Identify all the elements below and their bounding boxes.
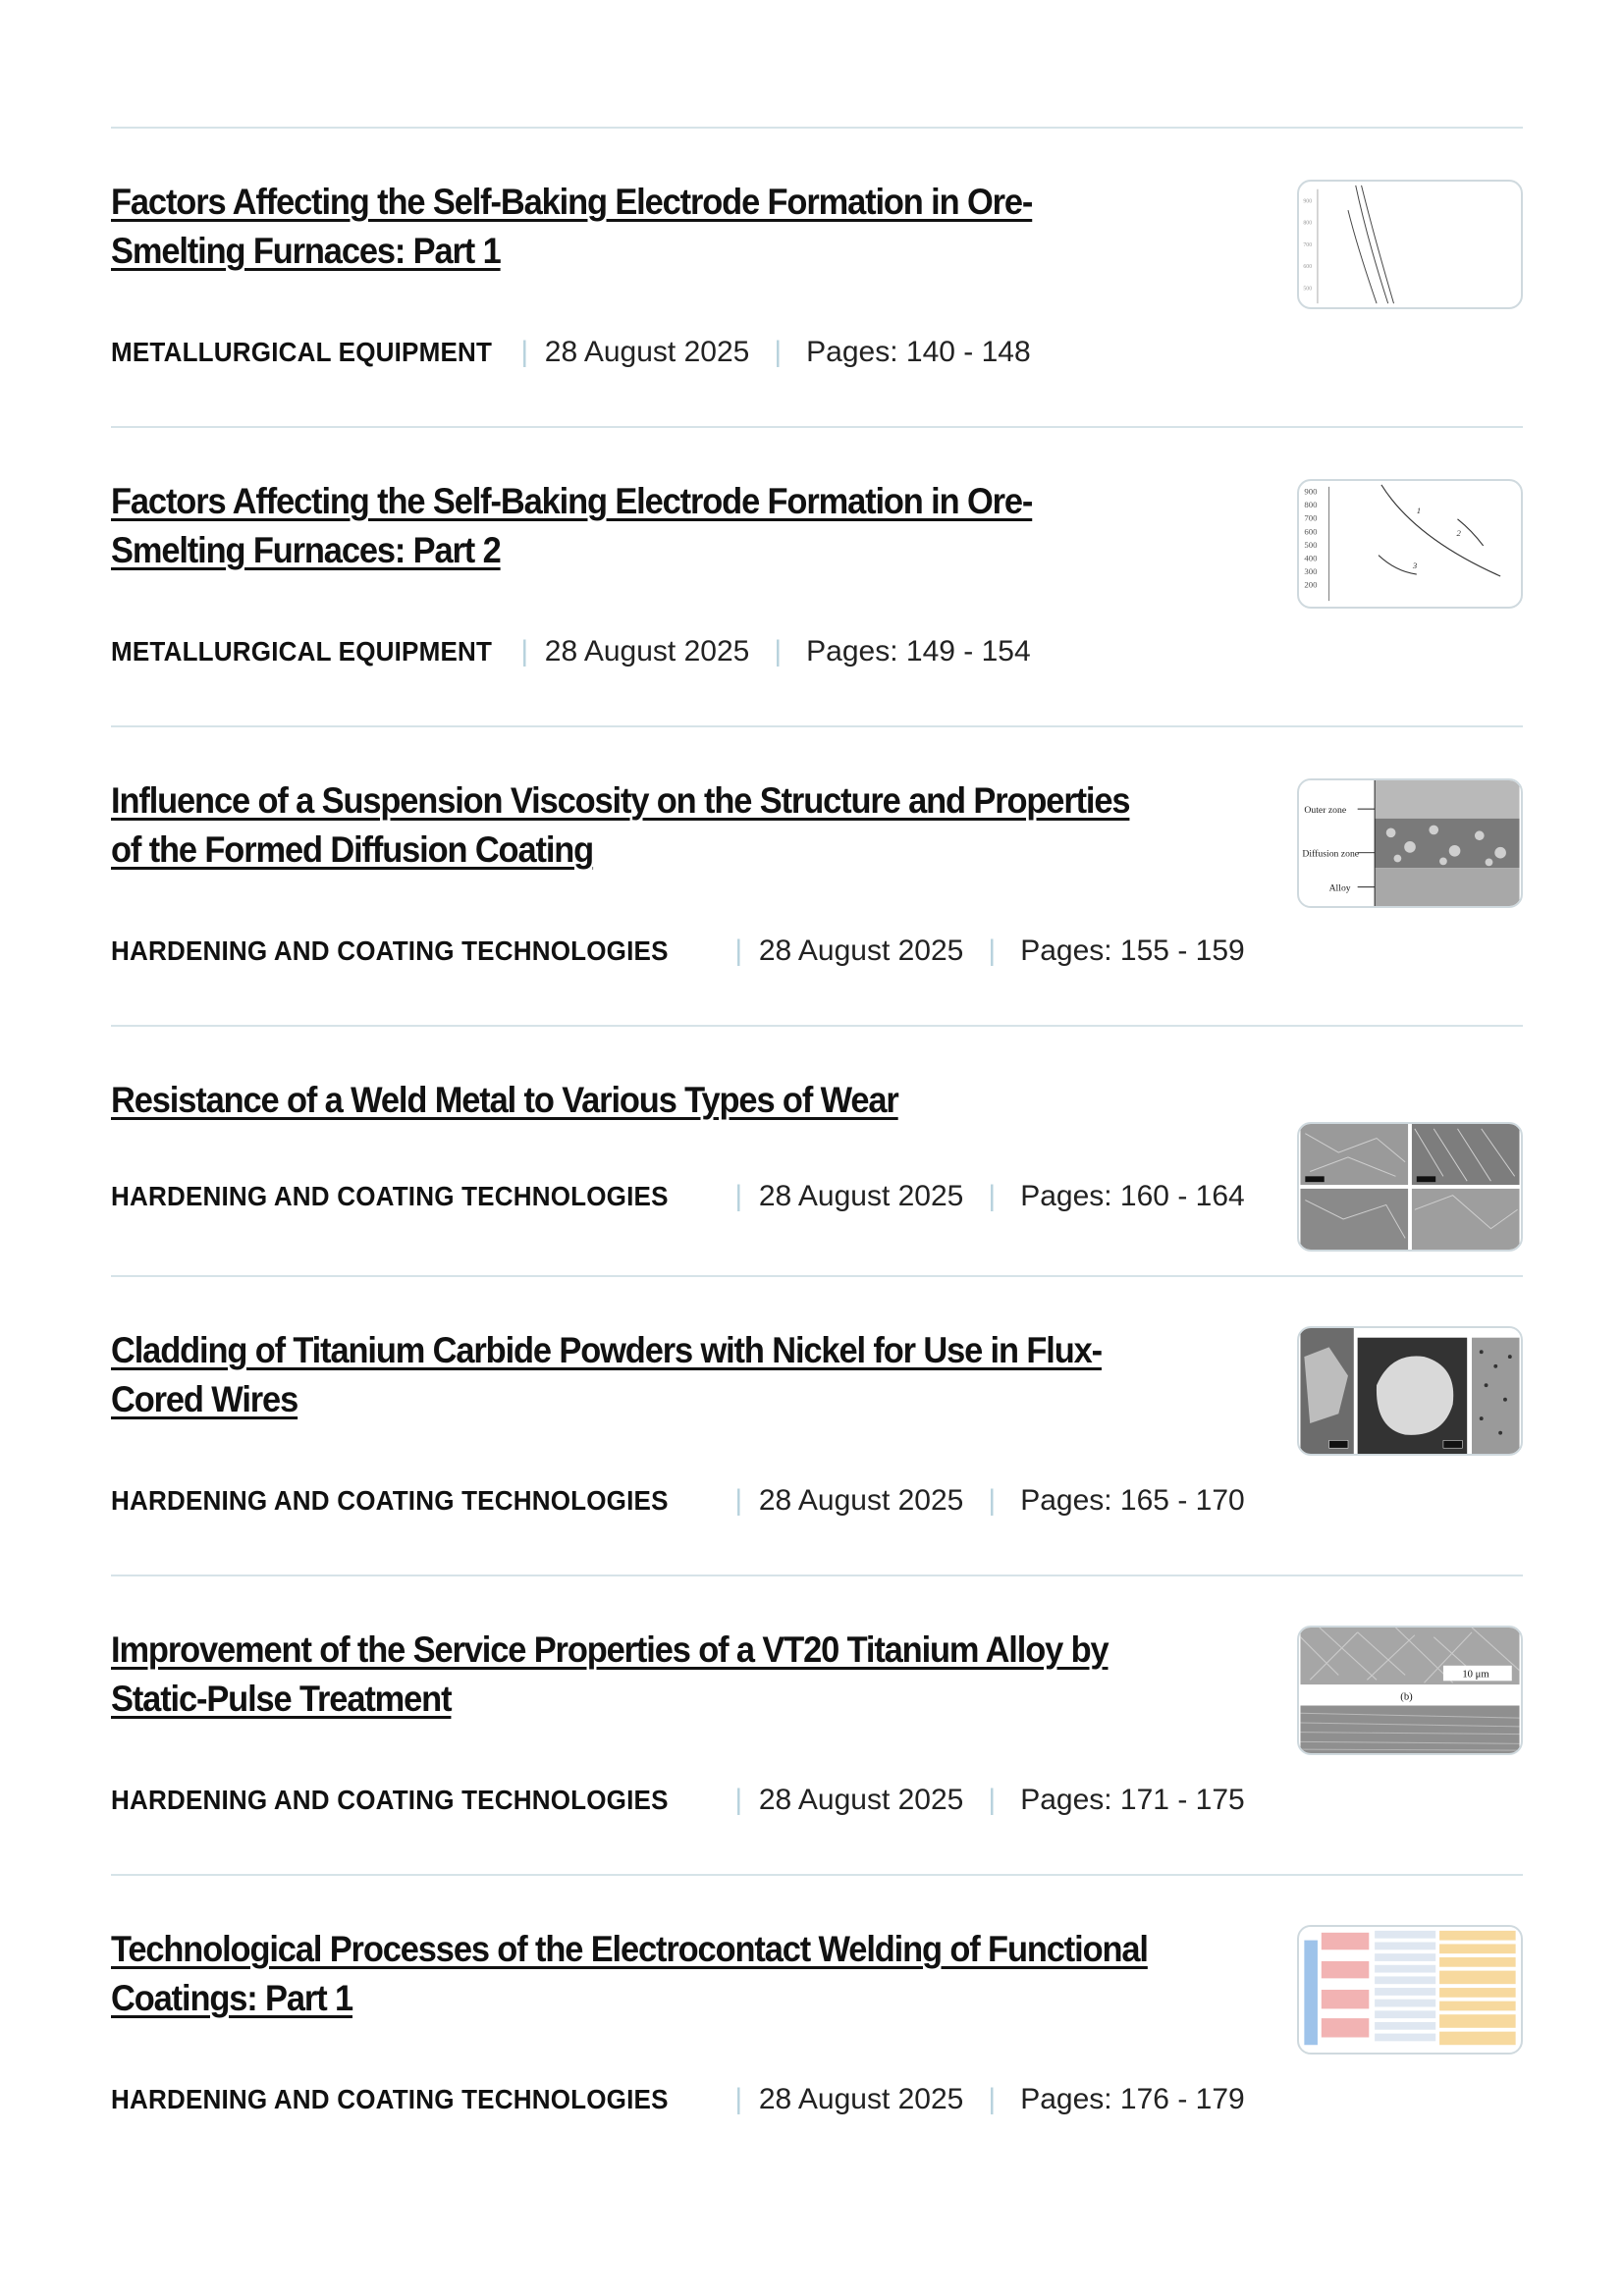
separator: | [734, 1784, 743, 1816]
section-label[interactable]: METALLURGICAL EQUIPMENT [111, 636, 493, 667]
separator: | [988, 934, 997, 967]
separator: | [520, 336, 529, 368]
section-label[interactable]: HARDENING AND COATING TECHNOLOGIES [111, 1181, 669, 1211]
article-meta [111, 1481, 1245, 1521]
section-label[interactable]: HARDENING AND COATING TECHNOLOGIES [111, 1785, 669, 1815]
coating-micrograph-thumbnail[interactable] [1297, 778, 1523, 908]
svg-text:600: 600 [1304, 526, 1318, 537]
article-meta [111, 1177, 1245, 1216]
page-range: Pages: 160 - 164 [1020, 1180, 1245, 1212]
curve-plot-thumbnail[interactable] [1297, 479, 1523, 609]
article-item [111, 1876, 1523, 2173]
page-range: Pages: 149 - 154 [806, 635, 1031, 667]
publication-date: 28 August 2025 [758, 1180, 964, 1212]
section-label[interactable]: HARDENING AND COATING TECHNOLOGIES [111, 935, 669, 966]
article-item [111, 428, 1523, 725]
svg-text:900: 900 [1304, 486, 1318, 497]
article-item [111, 727, 1523, 1025]
section-label[interactable]: HARDENING AND COATING TECHNOLOGIES [111, 2084, 669, 2114]
svg-text:2: 2 [1456, 528, 1461, 539]
page-range: Pages: 155 - 159 [1020, 934, 1245, 967]
thumb-label: 10 μm [1462, 1669, 1489, 1681]
page-range: Pages: 171 - 175 [1020, 1784, 1245, 1816]
article-item [111, 1576, 1523, 1874]
svg-text:300: 300 [1304, 566, 1318, 577]
separator: | [988, 2083, 997, 2115]
alloy-microstructure-thumbnail[interactable] [1297, 1626, 1523, 1755]
page-range: Pages: 165 - 170 [1020, 1484, 1245, 1517]
article-title-link[interactable]: Technological Processes of the Electrocontact Welding of Functional Coatings: Part 1 [111, 1929, 1148, 2018]
separator: | [774, 336, 783, 368]
svg-text:800: 800 [1304, 500, 1318, 510]
section-label[interactable]: HARDENING AND COATING TECHNOLOGIES [111, 1485, 669, 1516]
publication-date: 28 August 2025 [544, 336, 750, 368]
thumb-label: Alloy [1328, 882, 1351, 894]
separator: | [988, 1180, 997, 1212]
thumb-label: (b) [1400, 1691, 1413, 1703]
separator: | [774, 635, 783, 667]
svg-text:700: 700 [1304, 512, 1318, 523]
article-title-link[interactable]: Cladding of Titanium Carbide Powders with Nickel for Use in Flux-Cored Wires [111, 1330, 1102, 1419]
article-item [111, 129, 1523, 426]
separator: | [734, 934, 743, 967]
weld-micrograph-grid-thumbnail[interactable] [1297, 1122, 1523, 1252]
article-title-link[interactable]: Factors Affecting the Self-Baking Electrode Formation in Ore-Smelting Furnaces: Part 1 [111, 182, 1033, 271]
separator: | [734, 2083, 743, 2115]
page-range: Pages: 140 - 148 [806, 336, 1031, 368]
svg-text:900: 900 [1303, 198, 1313, 205]
separator: | [988, 1784, 997, 1816]
separator: | [520, 635, 529, 667]
article-meta [111, 2080, 1245, 2119]
article-list [111, 127, 1523, 2173]
section-label[interactable]: METALLURGICAL EQUIPMENT [111, 337, 493, 367]
article-title-link[interactable]: Influence of a Suspension Viscosity on the Structure and Properties of the Formed Diffusion Coating [111, 780, 1130, 870]
separator: | [734, 1484, 743, 1517]
publication-date: 28 August 2025 [758, 1784, 964, 1816]
publication-date: 28 August 2025 [758, 1484, 964, 1517]
publication-date: 28 August 2025 [758, 934, 964, 967]
article-title-link[interactable]: Resistance of a Weld Metal to Various Types of Wear [111, 1080, 898, 1120]
powder-sem-thumbnail[interactable] [1297, 1326, 1523, 1456]
svg-text:700: 700 [1303, 241, 1313, 248]
line-graph-thumbnail[interactable] [1297, 180, 1523, 309]
publication-date: 28 August 2025 [544, 635, 750, 667]
article-item [111, 1027, 1523, 1275]
thumb-label: Diffusion zone [1302, 848, 1360, 860]
svg-text:600: 600 [1303, 264, 1313, 271]
process-table-thumbnail[interactable] [1297, 1925, 1523, 2055]
svg-text:200: 200 [1304, 579, 1318, 590]
article-meta [111, 1781, 1245, 1820]
svg-text:500: 500 [1304, 539, 1318, 550]
article-meta [111, 932, 1245, 971]
svg-text:1: 1 [1416, 505, 1422, 515]
article-title-link[interactable]: Improvement of the Service Properties of a VT20 Titanium Alloy by Static-Pulse Treatment [111, 1629, 1109, 1719]
article-item [111, 1277, 1523, 1575]
article-title-link[interactable]: Factors Affecting the Self-Baking Electrode Formation in Ore-Smelting Furnaces: Part 2 [111, 481, 1033, 570]
page-range: Pages: 176 - 179 [1020, 2083, 1245, 2115]
article-meta [111, 333, 1031, 372]
svg-text:3: 3 [1412, 561, 1418, 571]
thumb-label: Outer zone [1304, 804, 1347, 816]
publication-date: 28 August 2025 [758, 2083, 964, 2115]
svg-text:500: 500 [1303, 286, 1313, 293]
separator: | [734, 1180, 743, 1212]
article-meta [111, 632, 1031, 671]
separator: | [988, 1484, 997, 1517]
svg-text:800: 800 [1303, 220, 1313, 227]
svg-text:400: 400 [1304, 553, 1318, 563]
